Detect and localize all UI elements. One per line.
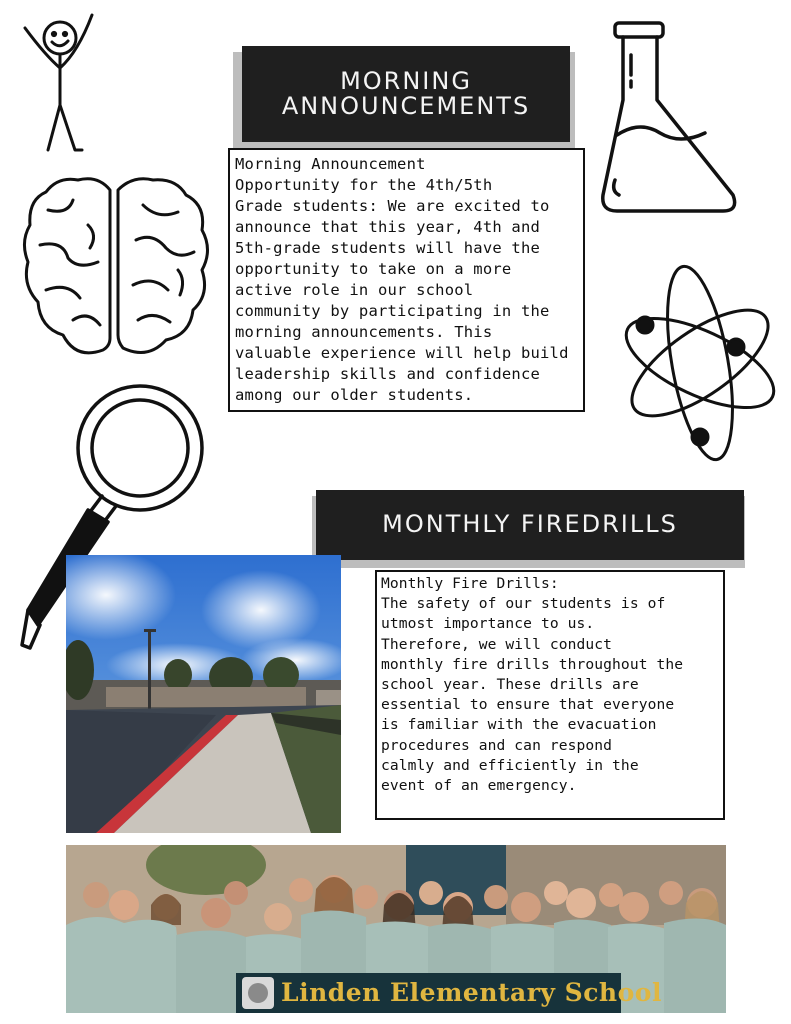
atom-icon (620, 255, 780, 470)
stick-figure-icon (20, 10, 100, 155)
brain-icon (18, 170, 213, 370)
announcements-title-banner (242, 46, 570, 142)
announcements-title-line1: MORNING (340, 66, 472, 95)
school-sign-text: Linden Elementary School (281, 978, 662, 1007)
flask-icon (595, 15, 745, 220)
firedrills-text-box (375, 570, 725, 820)
sidewalk-photo (66, 555, 341, 833)
announcements-body: Morning Announcement Opportunity for the 4th/5th Grade students: We are excited to announce that this year, 4th and 5th-grade students will have the opportunity to take on a more active role in our school community by participating in the morning announcements. This valuable experience will help build leadership skills and confidence among our older students. (235, 155, 569, 404)
staff-group-photo (66, 845, 726, 1013)
firedrills-title: MONTHLY FIREDRILLS (382, 510, 678, 539)
firedrills-title-banner (316, 490, 744, 560)
announcements-text-box (228, 148, 585, 412)
firedrills-body: Monthly Fire Drills: The safety of our students is of utmost importance to us. Therefore, we will conduct monthly fire drills throughout the school year. These drills are essential to ensure that everyone is familiar with the evacuation procedures and can respond calmly and efficiently in the event of an emergency. (381, 575, 684, 795)
announcements-title-line2: ANNOUNCEMENTS (281, 92, 531, 120)
